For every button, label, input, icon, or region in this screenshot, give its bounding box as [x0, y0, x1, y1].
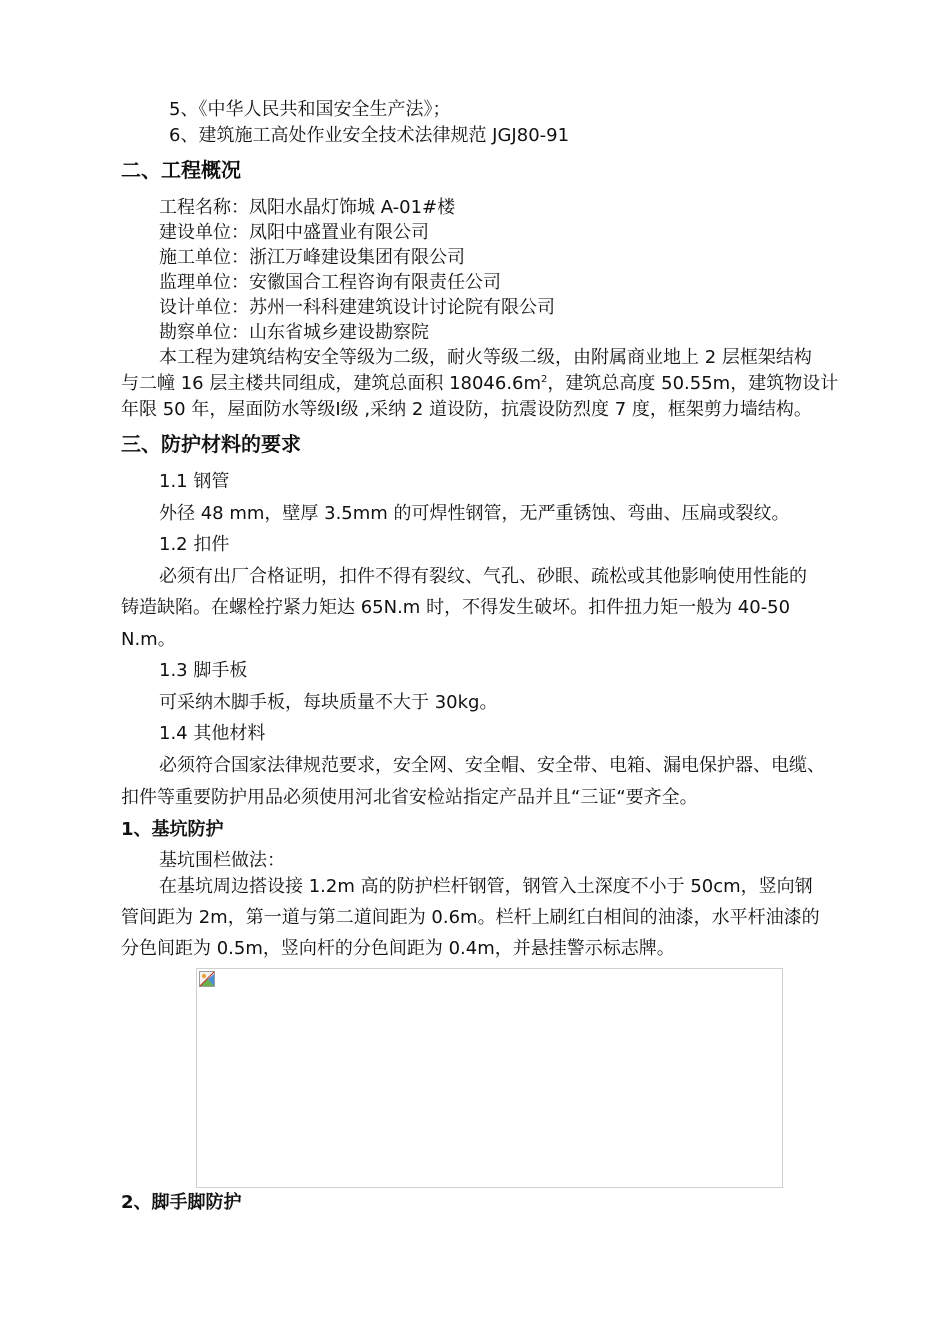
desc-text: ，建筑总高度 50.55m，建筑物设计: [547, 373, 839, 394]
superscript: 2: [541, 374, 548, 385]
figure-placeholder: [196, 968, 783, 1188]
broken-image-icon: [199, 971, 215, 987]
paragraph-line: 管间距为 2m，第一道与第二道间距为 0.6m。栏杆上刷红白相间的油漆，水平杆油漆的: [121, 907, 820, 928]
project-description-line: [121, 373, 838, 395]
subsection-title: 1.2 扣件: [159, 534, 230, 555]
section-heading-materials: 三、防护材料的要求: [121, 432, 301, 456]
desc-text: 与二幢 16 层主楼共同组成，建筑总面积 18046.6m: [121, 373, 542, 394]
paragraph-line: 铸造缺陷。在螺栓拧紧力矩达 65N.m 时，不得发生破坏。扣件扭力矩一般为 40-50: [121, 597, 791, 618]
section-heading-scaffold: 2、脚手脚防护: [121, 1192, 242, 1213]
project-name: 工程名称：凤阳水晶灯饰城 A-01#楼: [159, 197, 456, 218]
paragraph-line: 外径 48 mm，壁厚 3.5mm 的可焊性钢管，无严重锈蚀、弯曲、压扁或裂纹。: [159, 503, 790, 524]
subsection-title: 1.4 其他材料: [159, 723, 266, 744]
section-heading-overview: 二、工程概况: [121, 158, 241, 182]
ref-item-5: 5、《中华人民共和国安全生产法》；: [169, 99, 451, 120]
subsection-title: 1.3 脚手板: [159, 660, 248, 681]
project-description-line: 年限 50 年，屋面防水等级Ⅰ级 ,采纳 2 道设防，抗震设防烈度 7 度，框架剪力墙结构。: [121, 399, 812, 420]
paragraph-line: 在基坑周边搭设接 1.2m 高的防护栏杆钢管，钢管入土深度不小于 50cm，竖向钢: [159, 876, 813, 897]
supervisor-unit: 监理单位：安徽国合工程咨询有限责任公司: [159, 272, 501, 293]
paragraph-line: 扣件等重要防护用品必须使用河北省安检站指定产品并且“三证“要齐全。: [121, 787, 698, 808]
project-description-line: 本工程为建筑结构安全等级为二级，耐火等级二级，由附属商业地上 2 层框架结构: [159, 347, 812, 368]
surveyor-unit: 勘察单位：山东省城乡建设勘察院: [159, 322, 429, 343]
paragraph-line: 必须有出厂合格证明，扣件不得有裂纹、气孔、砂眼、疏松或其他影响使用性能的: [159, 566, 807, 587]
paragraph-line: 分色间距为 0.5m，竖向杆的分色间距为 0.4m，并悬挂警示标志牌。: [121, 938, 675, 959]
paragraph-line: N.m。: [121, 629, 176, 650]
owner-unit: 建设单位：凤阳中盛置业有限公司: [159, 222, 429, 243]
paragraph-line: 可采纳木脚手板，每块质量不大于 30kg。: [159, 692, 498, 713]
ref-item-6: 6、建筑施工高处作业安全技术法律规范 JGJ80-91: [169, 125, 570, 146]
paragraph-line: 基坑围栏做法：: [159, 850, 285, 871]
paragraph-line: 必须符合国家法律规范要求，安全网、安全帽、安全带、电箱、漏电保护器、电缆、: [159, 755, 825, 776]
designer-unit: 设计单位：苏州一科科建建筑设计讨论院有限公司: [159, 297, 555, 318]
contractor-unit: 施工单位：浙江万峰建设集团有限公司: [159, 247, 465, 268]
section-heading-pit: 1、基坑防护: [121, 819, 224, 840]
subsection-title: 1.1 钢管: [159, 471, 230, 492]
